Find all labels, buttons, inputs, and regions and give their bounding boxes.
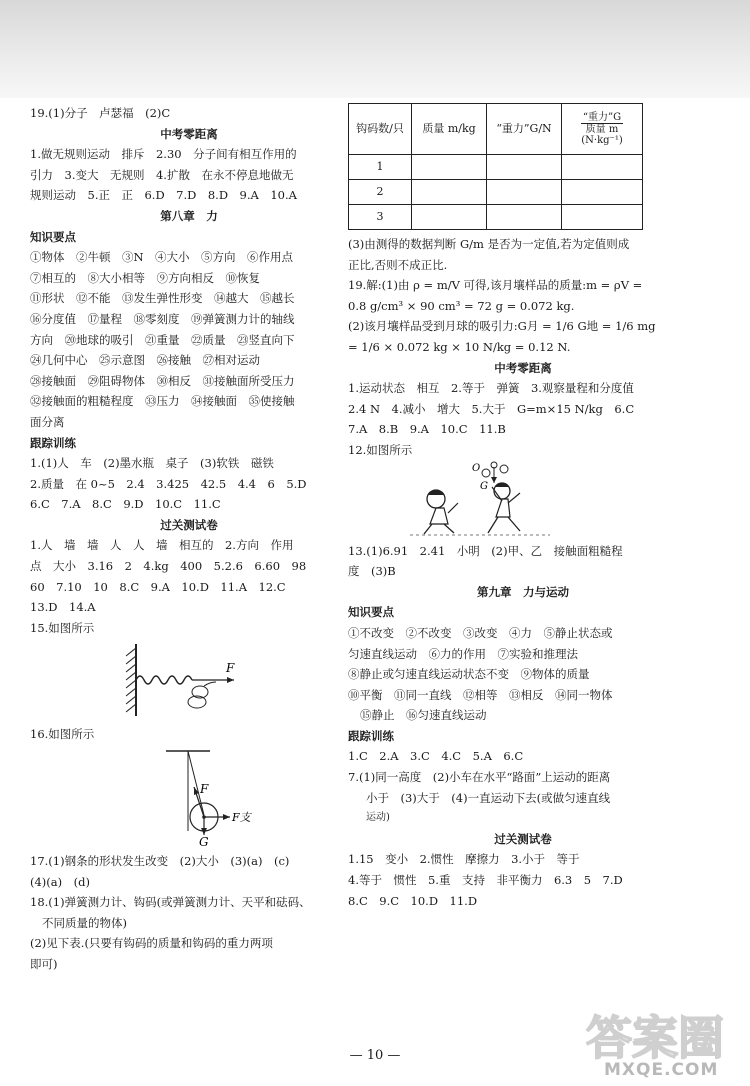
hanging-ball-figure xyxy=(150,747,260,847)
fraction-denominator: 质量 m xyxy=(585,124,619,135)
answer-line: 13.(1)6.91 2.41 小明 (2)甲、乙 接触面粗糙程 xyxy=(348,543,623,558)
subsection-heading: 知识要点 xyxy=(30,229,76,244)
answer-line: (2)该月壤样品受到月球的吸引力:G月 = 1/6 G地 = 1/6 mg xyxy=(348,319,656,334)
table-cell xyxy=(562,205,643,230)
support-force-label: F支 xyxy=(232,811,251,825)
answer-line: 1.15 变小 2.惯性 摩擦力 3.小于 等于 xyxy=(348,852,580,867)
table-cell xyxy=(562,155,643,180)
answer-line: 15.如图所示 xyxy=(30,620,95,635)
table-cell: 2 xyxy=(349,180,412,205)
table-cell xyxy=(487,205,562,230)
chapter-heading: 第九章 力与运动 xyxy=(477,584,569,599)
table-row xyxy=(349,180,643,205)
answer-line: 19.(1)分子 卢瑟福 (2)C xyxy=(30,106,171,120)
force-label: F xyxy=(226,661,235,676)
table-row xyxy=(349,155,643,180)
data-table xyxy=(348,103,643,230)
fraction-header xyxy=(581,112,622,146)
answer-line: ⑩平衡 ⑪同一直线 ⑫相等 ⑬相反 ⑭同一物体 xyxy=(348,687,613,702)
answer-line: ⑯分度值 ⑰量程 ⑱零刻度 ⑲弹簧测力计的轴线 xyxy=(30,311,295,326)
table-cell xyxy=(412,180,487,205)
answer-line: (2)见下表.(只要有钩码的质量和钩码的重力两项 xyxy=(30,936,273,951)
left-column xyxy=(30,103,348,975)
column-header: 钩码数/只 xyxy=(349,104,412,155)
answer-line: 1.做无规则运动 排斥 2.30 分子间有相互作用的 xyxy=(30,147,297,162)
answer-line: 方向 ⑳地球的吸引 ㉑重量 ㉒质量 ㉓竖直向下 xyxy=(30,332,295,347)
answer-line: ①不改变 ②不改变 ③改变 ④力 ⑤静止状态或 xyxy=(348,625,613,640)
column-header: 质量 m/kg xyxy=(412,104,487,155)
answer-line: 19.解:(1)由 ρ = m/V 可得,该月壤样品的质量:m = ρV = xyxy=(348,278,643,293)
right-column xyxy=(348,103,698,911)
spring-wall-figure xyxy=(118,642,248,718)
answer-line: 16.如图所示 xyxy=(30,727,95,742)
answer-line: = 1/6 × 0.072 kg × 10 N/kg = 0.12 N. xyxy=(348,339,571,354)
column-header: “重力”G/N xyxy=(487,104,562,155)
answer-line: ⑮静止 ⑯匀速直线运动 xyxy=(360,708,487,723)
gravity-label: G xyxy=(480,480,488,492)
fraction-unit: (N·kg⁻¹) xyxy=(581,135,623,146)
answer-line: 即可) xyxy=(30,957,58,971)
answer-line: 2.质量 在 0~5 2.4 3.425 42.5 4.4 6 5.D xyxy=(30,476,307,491)
gravity-label: G xyxy=(199,835,209,848)
subsection-heading: 知识要点 xyxy=(348,605,394,620)
answer-line: 17.(1)钢条的形状发生改变 (2)大小 (3)(a) (c) xyxy=(30,854,290,869)
answer-line: ⑪形状 ⑫不能 ⑬发生弹性形变 ⑭越大 ⑮越长 xyxy=(30,291,295,306)
answer-line: 规则运动 5.正 正 6.D 7.D 8.D 9.A 10.A xyxy=(30,188,297,203)
answer-line: 运动) xyxy=(366,812,390,824)
answer-line: 小于 (3)大于 (4)一直运动下去(或做匀速直线 xyxy=(366,790,611,805)
page-number: — 10 — xyxy=(349,1048,401,1063)
answer-line: ⑧静止或匀速直线运动状态不变 ⑨物体的质量 xyxy=(348,667,590,682)
answer-line: (4)(a) (d) xyxy=(30,874,90,889)
scan-header-band xyxy=(0,0,750,98)
table-header-row xyxy=(349,104,643,155)
answer-line: 匀速直线运动 ⑥力的作用 ⑦实验和推理法 xyxy=(348,646,578,661)
answer-line: 8.C 9.C 10.D 11.D xyxy=(348,893,478,908)
answer-line: 正比,否则不成正比. xyxy=(348,257,448,272)
watermark-logo-text: 答案圈 xyxy=(586,1011,724,1065)
origin-label: O xyxy=(472,462,481,474)
subsection-heading: 跟踪训练 xyxy=(30,435,76,450)
subsection-heading: 跟踪训练 xyxy=(348,728,394,743)
answer-line: 12.如图所示 xyxy=(348,442,413,457)
answer-line: ㉔几何中心 ㉕示意图 ㉖接触 ㉗相对运动 xyxy=(30,353,260,368)
answer-line: 60 7.10 10 8.C 9.A 10.D 11.A 12.C xyxy=(30,579,286,594)
fraction-numerator: “重力”G xyxy=(582,112,622,123)
column-header xyxy=(562,104,643,155)
watermark-url: MXQE.COM xyxy=(604,1060,719,1080)
answer-line: 2.4 N 4.减小 增大 5.大于 G=m×15 N/kg 6.C xyxy=(348,401,635,416)
chapter-heading: 第八章 力 xyxy=(160,208,218,223)
answer-line: ⑦相互的 ⑧大小相等 ⑨方向相反 ⑩恢复 xyxy=(30,270,260,285)
answer-line: 不同质量的物体) xyxy=(42,915,127,930)
table-cell xyxy=(412,155,487,180)
table-cell: 1 xyxy=(349,155,412,180)
answer-line: 7.(1)同一高度 (2)小车在水平“路面”上运动的距离 xyxy=(348,770,611,785)
answer-line: 引力 3.变大 无规则 4.扩散 在永不停息地做无 xyxy=(30,167,294,182)
table-cell xyxy=(487,155,562,180)
kids-juggling-figure xyxy=(410,461,550,539)
answer-line: 1.C 2.A 3.C 4.C 5.A 6.C xyxy=(348,749,524,764)
table-cell xyxy=(562,180,643,205)
table-cell: 3 xyxy=(349,205,412,230)
answer-line: 13.D 14.A xyxy=(30,600,96,615)
answer-line: (3)由测得的数据判断 G/m 是否为一定值,若为定值则成 xyxy=(348,237,630,251)
answer-line: ①物体 ②牛顿 ③N ④大小 ⑤方向 ⑥作用点 xyxy=(30,250,294,265)
answer-line: 1.(1)人 车 (2)墨水瓶 桌子 (3)软铁 磁铁 xyxy=(30,456,274,471)
answer-line: 1.人 墙 墙 人 人 墙 相互的 2.方向 作用 xyxy=(30,538,294,553)
table-cell xyxy=(412,205,487,230)
answer-line: 4.等于 惯性 5.重 支持 非平衡力 6.3 5 7.D xyxy=(348,873,623,888)
answer-line: 点 大小 3.16 2 4.kg 400 5.2.6 6.60 98 xyxy=(30,559,307,574)
answer-line: 度 (3)B xyxy=(348,564,396,579)
table-cell xyxy=(487,180,562,205)
answer-line: 6.C 7.A 8.C 9.D 10.C 11.C xyxy=(30,497,221,512)
section-heading: 中考零距离 xyxy=(494,360,552,375)
tension-label: F xyxy=(200,782,209,797)
section-heading: 过关测试卷 xyxy=(160,517,218,532)
table-row xyxy=(349,205,643,230)
answer-line: 18.(1)弹簧测力计、钩码(或弹簧测力计、天平和砝码、 xyxy=(30,895,311,910)
answer-line: 1.运动状态 相互 2.等于 弹簧 3.观察量程和分度值 xyxy=(348,381,634,396)
section-heading: 过关测试卷 xyxy=(494,831,552,846)
answer-line: 0.8 g/cm³ × 90 cm³ = 72 g = 0.072 kg. xyxy=(348,298,575,313)
answer-line: 面分离 xyxy=(30,414,65,429)
answer-line: ㉘接触面 ㉙阻碍物体 ㉚相反 ㉛接触面所受压力 xyxy=(30,373,295,388)
section-heading: 中考零距离 xyxy=(160,126,218,141)
answer-line: ㉜接触面的粗糙程度 ㉝压力 ㉞接触面 ㉟使接触 xyxy=(30,394,295,409)
answer-line: 7.A 8.B 9.A 10.C 11.B xyxy=(348,422,506,437)
